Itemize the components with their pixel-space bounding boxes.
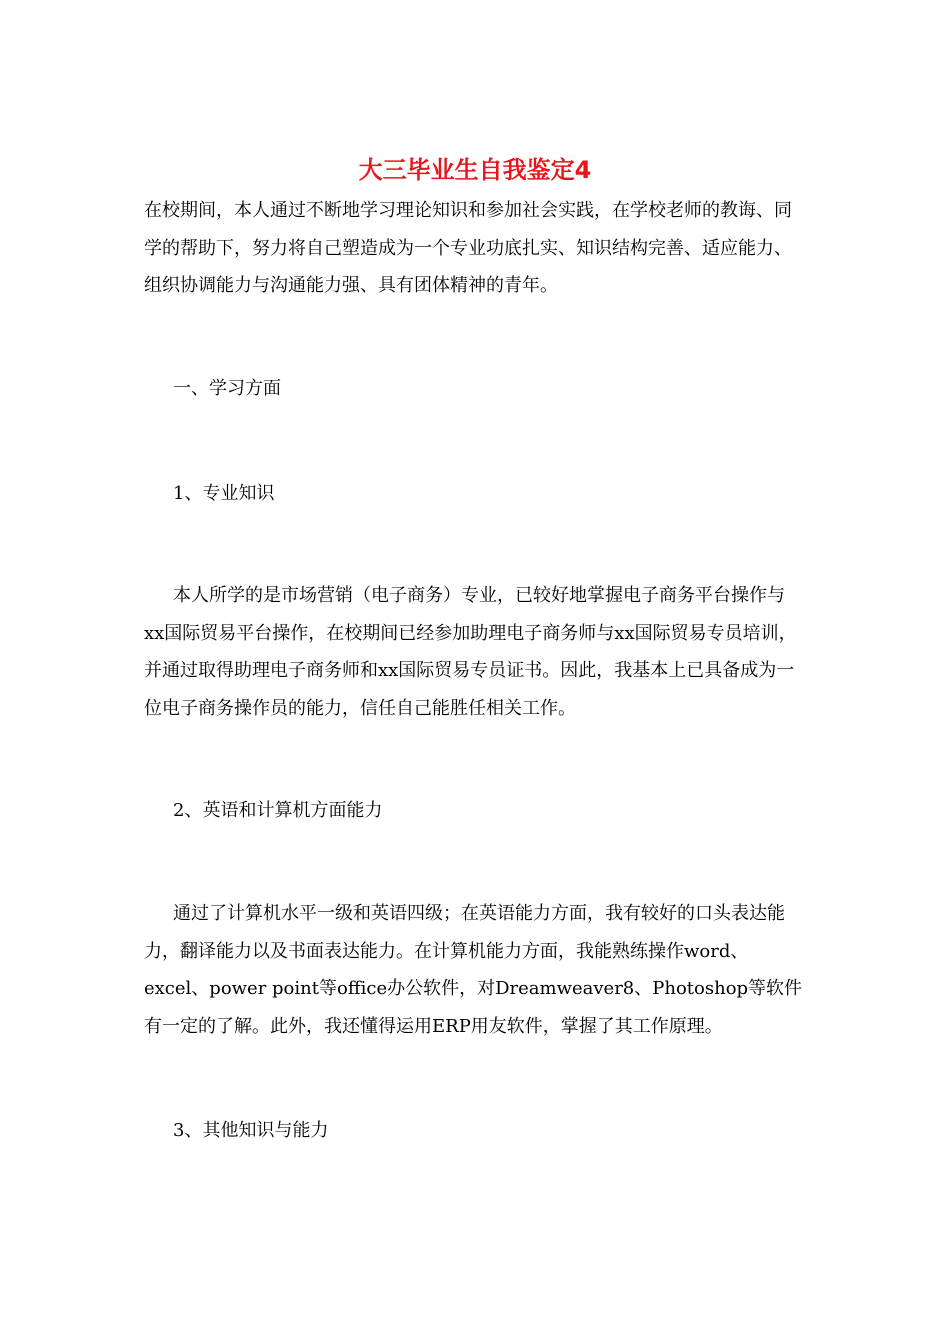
subsection-3-heading: 3、其他知识与能力	[173, 1120, 329, 1141]
section-heading-study	[144, 370, 804, 408]
subsection-1-paragraph	[144, 577, 804, 727]
subsection-heading-major	[144, 475, 804, 513]
subsection-2-paragraph	[144, 895, 804, 1045]
intro-text: 在校期间，本人通过不断地学习理论知识和参加社会实践，在学校老师的教诲、同学的帮助下，努力将自己塑造成为一个专业功底扎实、知识结构完善、适应能力、组织协调能力与沟通能力强、具有团体精神的青年。	[144, 200, 792, 296]
subsection-heading-other	[144, 1112, 804, 1150]
intro-paragraph	[144, 192, 804, 305]
document-title: 大三毕业生自我鉴定4	[358, 156, 592, 184]
subsection-1-heading: 1、专业知识	[173, 483, 275, 504]
subsection-2-body: 通过了计算机水平一级和英语四级；在英语能力方面，我有较好的口头表达能力，翻译能力以及书面表达能力。在计算机能力方面，我能熟练操作word、excel、power point等office办公软件，对Dreamweaver8、Photoshop等软件有一定的了解。此外，我还懂得运用ERP用友软件，掌握了其工作原理。	[144, 903, 803, 1037]
subsection-1-body: 本人所学的是市场营销（电子商务）专业，已较好地掌握电子商务平台操作与xx国际贸易平台操作，在校期间已经参加助理电子商务师与xx国际贸易专员培训，并通过取得助理电子商务师和xx国际贸易专员证书。因此，我基本上已具备成为一位电子商务操作员的能力，信任自己能胜任相关工作。	[144, 585, 797, 719]
subsection-2-heading: 2、英语和计算机方面能力	[173, 800, 383, 821]
subsection-heading-english-computer	[144, 792, 804, 830]
section-1-heading: 一、学习方面	[173, 378, 281, 399]
